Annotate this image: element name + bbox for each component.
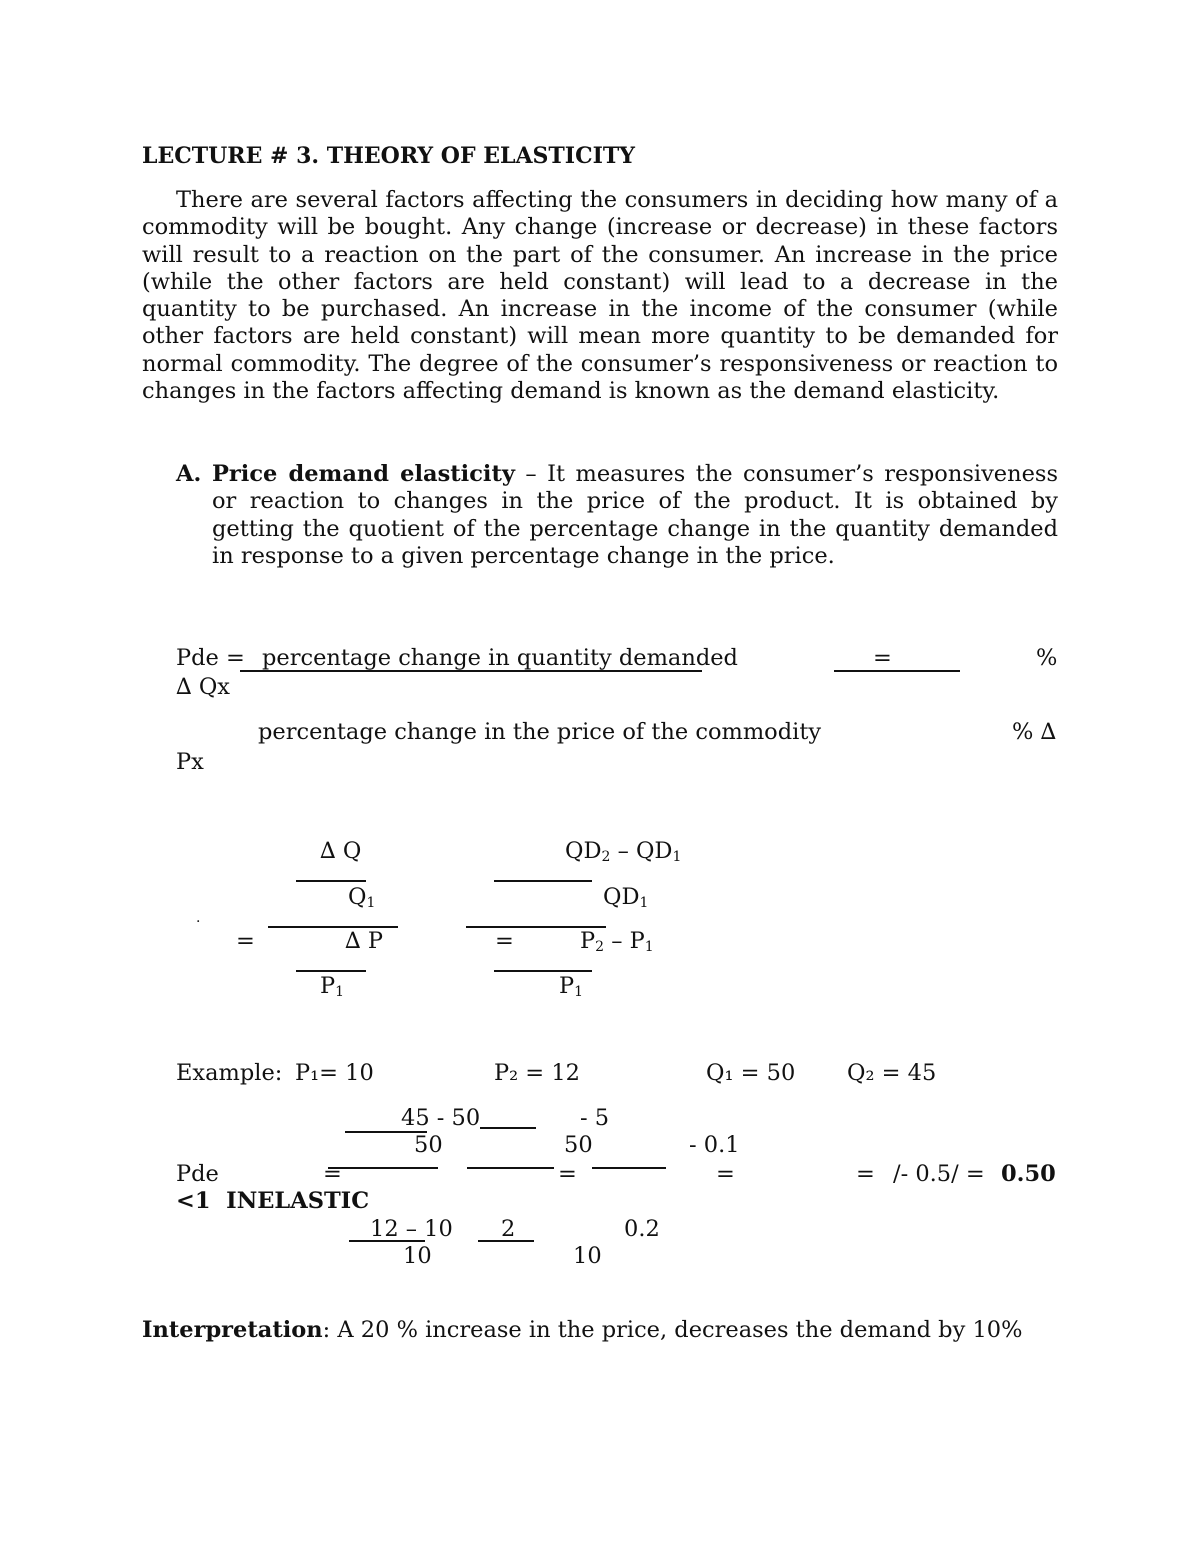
section-a-heading: Price demand elasticity xyxy=(212,461,515,487)
example-main-bar-2 xyxy=(467,1167,554,1169)
interpretation-label: Interpretation xyxy=(142,1317,323,1343)
formula2-p1: $P_1$ xyxy=(320,973,345,1000)
example-result: 0.50 xyxy=(1001,1161,1056,1187)
formula-percent: % xyxy=(1036,645,1058,671)
example-q2: Q₂ = 45 xyxy=(847,1060,937,1086)
section-a-paragraph xyxy=(212,461,1058,571)
intro-paragraph xyxy=(142,187,1058,405)
formula2-bar-qd xyxy=(494,880,592,882)
formula2-equals-right: = xyxy=(495,928,514,954)
formula2-q1: $Q_1$ xyxy=(348,884,376,911)
example-den-50b: 50 xyxy=(564,1132,593,1158)
formula-pde-lhs: Pde = xyxy=(176,645,253,671)
example-main-bar-1 xyxy=(328,1167,438,1169)
example-price-result: 0.2 xyxy=(624,1216,660,1242)
interpretation-text: A 20 % increase in the price, decreases the demand by 10% xyxy=(330,1317,1023,1343)
formula-percent-delta: % ∆ xyxy=(1012,719,1057,745)
formula-numerator: percentage change in quantity demanded xyxy=(262,645,738,671)
section-a-text: – It measures the consumer’s responsiveness or reaction to changes in the price of the product. It is obtained by getting the quotient of the percentage change in the quantity demanded in response to a given percentage change in the price. xyxy=(212,461,1059,570)
example-p1: P₁= 10 xyxy=(295,1060,374,1086)
interpretation-paragraph xyxy=(142,1316,1058,1344)
example-den-10b: 10 xyxy=(573,1243,602,1269)
formula2-delta-p: ∆ P xyxy=(345,928,384,954)
formula2-bar-q xyxy=(296,880,366,882)
example-eq-1: = xyxy=(323,1161,342,1187)
example-pde: Pde xyxy=(176,1161,219,1187)
example-abs-result: /- 0.5/ = xyxy=(893,1161,992,1187)
formula2-dot: · xyxy=(196,914,201,930)
section-a-label: A. xyxy=(176,461,202,487)
formula-fraction-bar xyxy=(240,670,702,672)
example-q1: Q₁ = 50 xyxy=(706,1060,796,1086)
formula2-delta-q: ∆ Q xyxy=(320,838,362,864)
formula-denominator: percentage change in the price of the commodity xyxy=(258,719,822,745)
formula2-p1-right: $P_1$ xyxy=(559,973,584,1000)
example-conclusion: <1 INELASTIC xyxy=(176,1188,370,1214)
formula-delta-qx: ∆ Qx xyxy=(176,674,230,700)
example-label: Example: xyxy=(176,1060,290,1086)
formula-px: Px xyxy=(176,749,204,775)
formula-result-bar xyxy=(834,670,960,672)
example-bar-price xyxy=(349,1240,425,1242)
interpretation-colon: : xyxy=(322,1317,331,1343)
intro-text: There are several factors affecting the consumers in deciding how many of a commodity will be bought. Any change (increase or decrease) in these factors will result to a reaction on the part of the consumer. An increase in the price (while the other factors are held constant) will lead to a decrease in the quantity to be purchased. An increase in the income of the consumer (while other factors are held constant) will mean more quantity to be demanded for normal commodity. The degree of the consumer’s responsiveness or reaction to changes in the factors affecting demand is known as the demand elasticity. xyxy=(142,187,1058,405)
example-eq-2: = xyxy=(558,1161,577,1187)
example-eq-4: = xyxy=(856,1161,875,1187)
example-underscore-bar xyxy=(480,1127,536,1129)
formula2-bar-p xyxy=(296,970,366,972)
example-p2: P₂ = 12 xyxy=(494,1060,580,1086)
example-num-expr: 45 - 50 xyxy=(401,1105,481,1131)
example-main-bar-3 xyxy=(592,1167,666,1169)
page-title: LECTURE # 3. THEORY OF ELASTICITY xyxy=(142,143,635,169)
example-den-50a: 50 xyxy=(414,1132,443,1158)
formula2-p-diff: $P_2 - P_1$ xyxy=(580,928,654,955)
formula-equals: = xyxy=(873,645,892,671)
example-price-val: 2 xyxy=(501,1216,516,1242)
example-price-expr: 12 – 10 xyxy=(370,1216,453,1242)
example-eq-3: = xyxy=(716,1161,735,1187)
formula2-qd-diff: $QD_2 - QD_1$ xyxy=(565,838,682,865)
example-bar-price-val xyxy=(478,1240,534,1242)
example-num-val: - 5 xyxy=(580,1105,610,1131)
formula2-qd1: $QD_1$ xyxy=(603,884,649,911)
formula2-bar-p-right xyxy=(494,970,592,972)
example-num-result: - 0.1 xyxy=(689,1132,740,1158)
formula2-equals-left: = xyxy=(236,928,255,954)
example-den-10a: 10 xyxy=(403,1243,432,1269)
